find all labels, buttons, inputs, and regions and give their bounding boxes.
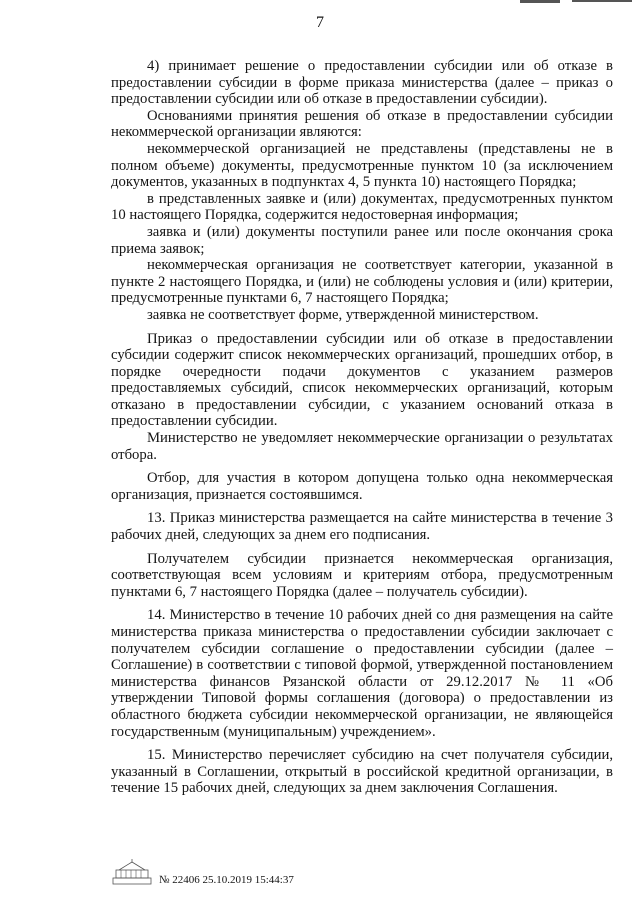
scan-artifact — [572, 0, 632, 2]
paragraph: Приказ о предоставлении субсидии или об отказе в предоставлении субсидии содержит список некоммерческих организаций, прошедших отбор, в порядке очередности подачи документов с указанием размеров предоставляемых субсидий, список некоммерческих организаций, которым отказано в предоставлении субсидии, с указанием оснований отказа в предоставлении субсидии. — [111, 330, 613, 430]
registration-stamp: № 22406 25.10.2019 15:44:37 — [159, 874, 294, 886]
scan-artifact — [520, 0, 560, 3]
paragraph: Основаниями принятия решения об отказе в предоставлении субсидии некоммерческой организации являются: — [111, 107, 613, 141]
paragraph: Министерство не уведомляет некоммерческие организации о результатах отбора. — [111, 430, 613, 463]
paragraph: 13. Приказ министерства размещается на сайте министерства в течение 3 рабочих дней, следующих за днем его подписания. — [111, 510, 613, 544]
paragraph: Отбор, для участия в котором допущена только одна некоммерческая организация, признается состоявшимся. — [111, 470, 613, 503]
registration-footer — [111, 858, 411, 890]
paragraph: 4) принимает решение о предоставлении субсидии или об отказе в предоставлении субсидии в форме приказа министерства (далее – приказ о предоставлении субсидии или об отказе в предоставлении субсидии). — [111, 58, 613, 108]
paragraph: Получателем субсидии признается некоммерческая организация, соответствующая всем условиям и критериям отбора, предусмотренным пунктами 6, 7 настоящего Порядка (далее – получатель субсидии). — [111, 550, 613, 600]
paragraph: заявка и (или) документы поступили ранее или после окончания срока приема заявок; — [111, 223, 613, 257]
government-building-icon — [111, 858, 153, 886]
paragraph: 15. Министерство перечисляет субсидию на счет получателя субсидии, указанный в Соглашении, открытый в российской кредитной организации, в течение 15 рабочих дней, следующих за днем заключения Соглашения. — [111, 747, 613, 797]
paragraph: некоммерческая организация не соответствует категории, указанной в пункте 2 настоящего Порядка, и (или) не соблюдены условия и (или) критерии, предусмотренные пунктами 6, 7 настоящего Порядка; — [111, 257, 613, 307]
paragraph: в представленных заявке и (или) документах, предусмотренных пунктом 10 настоящего Порядка, содержится недостоверная информация; — [111, 190, 613, 224]
paragraph: 14. Министерство в течение 10 рабочих дней со дня размещения на сайте министерства приказа министерства о предоставлении субсидии заключает с получателем субсидии соглашение о предоставлении субсидии (далее – Соглашение) в соответствии с типовой формой, утвержденной постановлением министерства финансов Рязанской области от 29.12.2017 № 11 «Об утверждении Типовой формы соглашения (договора) о предоставлении из областного бюджета субсидии некоммерческой организации, не являющейся государственным (муниципальным) учреждением». — [111, 607, 613, 740]
paragraph: некоммерческой организацией не представлены (представлены не в полном объеме) документы, предусмотренные пунктом 10 (за исключением документов, указанных в подпунктах 4, 5 пункта 10) настоящего Порядка; — [111, 140, 613, 191]
paragraph: заявка не соответствует форме, утвержденной министерством. — [147, 306, 539, 323]
page-number: 7 — [316, 14, 324, 31]
document-body — [111, 58, 613, 797]
